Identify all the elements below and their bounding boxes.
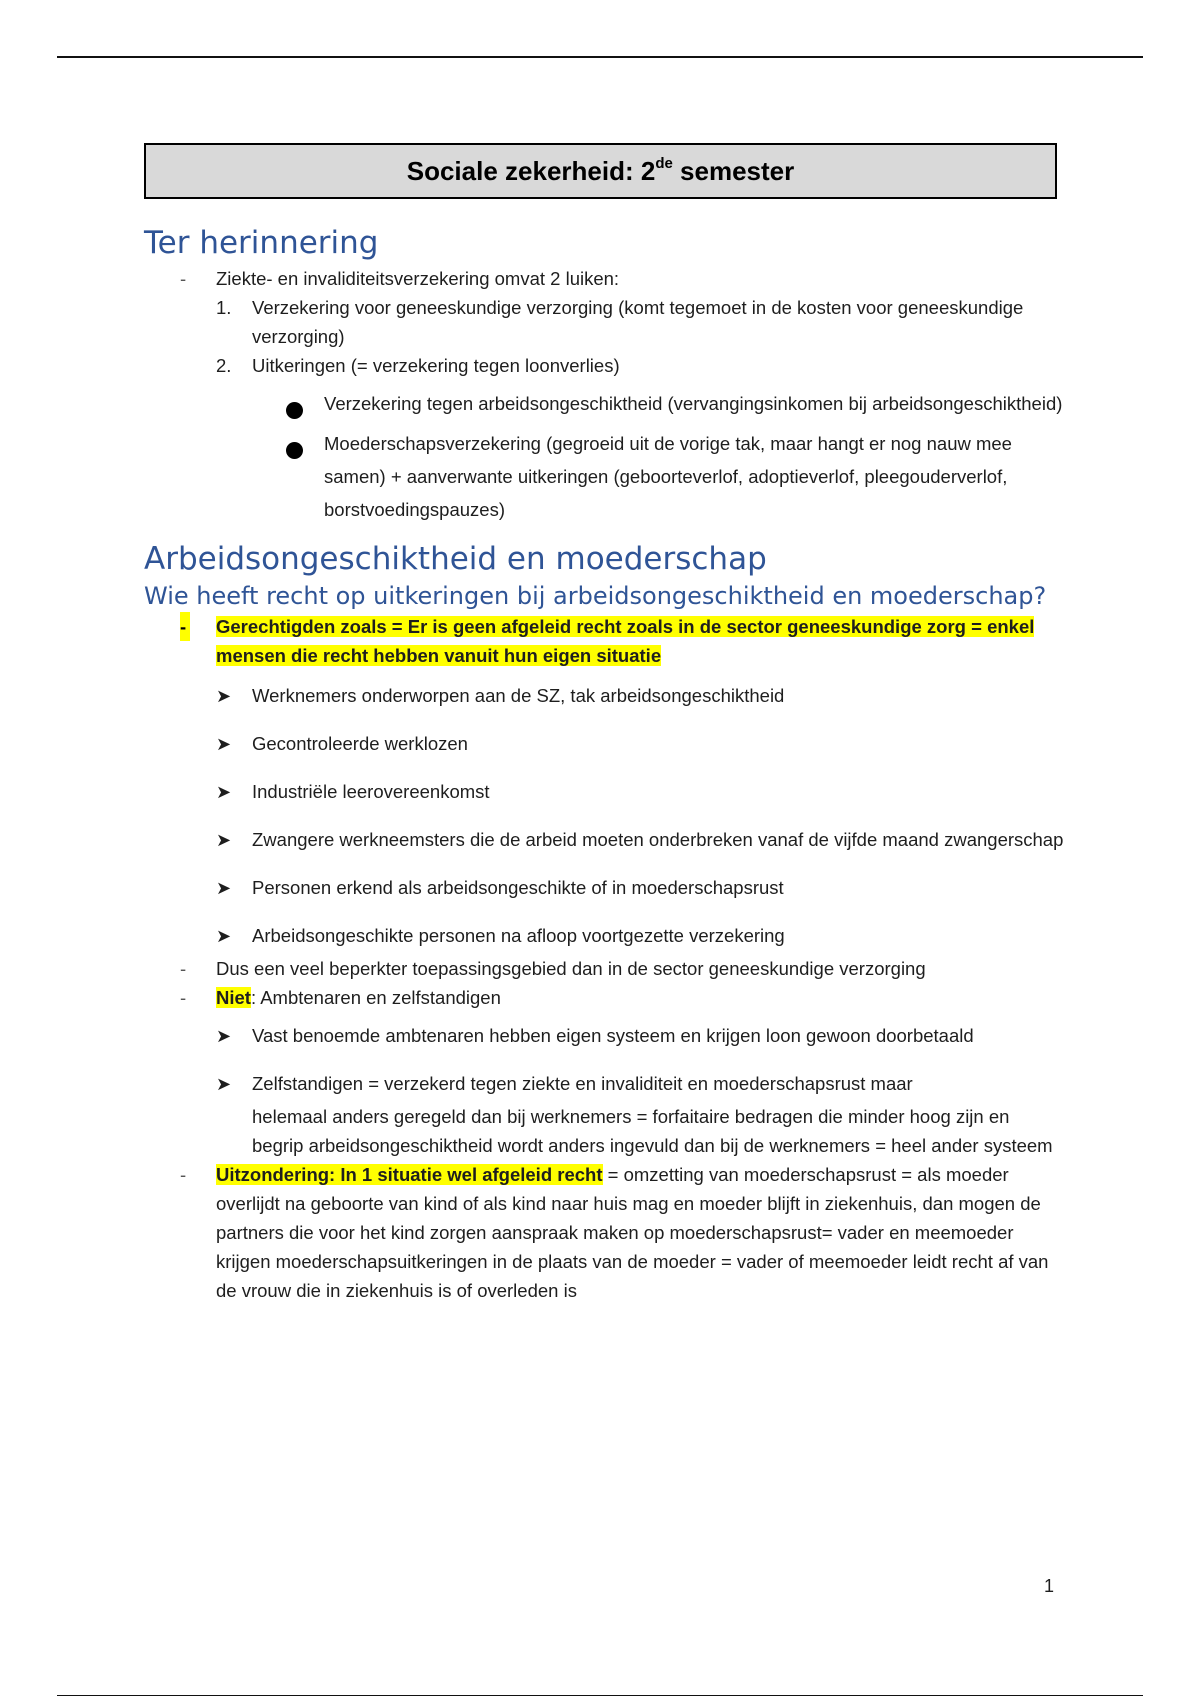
list-item: ➤ Werknemers onderworpen aan de SZ, tak arbeidsongeschiktheid <box>144 678 1064 714</box>
list-item: Verzekering tegen arbeidsongeschiktheid (vervangingsinkomen bij arbeidsongeschiktheid) <box>144 387 1064 420</box>
list-item: - Ziekte- en invaliditeitsverzekering omvat 2 luiken: <box>144 264 1064 293</box>
arrow-bullet-icon: ➤ <box>216 782 232 802</box>
list-item: ➤ Zwangere werkneemsters die de arbeid moeten onderbreken vanaf de vijfde maand zwangerschap <box>144 822 1064 858</box>
list-item: ➤ Personen erkend als arbeidsongeschikte of in moederschapsrust <box>144 870 1064 906</box>
page-number: 1 <box>1044 1576 1055 1596</box>
number-marker: 2. <box>216 355 232 376</box>
arrow-bullet-icon: ➤ <box>216 686 232 706</box>
arrow-list <box>144 1018 1064 1160</box>
footer-rule <box>57 1695 1143 1696</box>
bullet-dot-icon <box>286 442 303 459</box>
dash-marker: - <box>180 1164 187 1185</box>
list-item: ➤ Vast benoemde ambtenaren hebben eigen systeem en krijgen loon gewoon doorbetaald <box>144 1018 1064 1054</box>
list-item: - Niet: Ambtenaren en zelfstandigen <box>144 983 1064 1012</box>
list-item: 2. Uitkeringen (= verzekering tegen loonverlies) <box>144 351 1064 380</box>
dash-marker: - <box>180 612 190 641</box>
arrow-bullet-icon: ➤ <box>216 926 232 946</box>
arrow-bullet-icon: ➤ <box>216 830 232 850</box>
list-item: Moederschapsverzekering (gegroeid uit de vorige tak, maar hangt er nog nauw mee samen) + aanverwante uitkeringen (geboorteverlof, adoptieverlof, pleegouderverlof, borstvoedingspauzes) <box>144 427 1064 526</box>
list-item: ➤ Gecontroleerde werklozen <box>144 726 1064 762</box>
arrow-bullet-icon: ➤ <box>216 878 232 898</box>
list-item: - Uitzondering: In 1 situatie wel afgeleid recht = omzetting van moederschapsrust = als moeder overlijdt na geboorte van kind of als kind naar huis mag en moeder blijft in ziekenhuis, dan mogen de partners die voor het kind zorgen aanspraak maken op moederschapsrust= vader en meemoeder krijgen moederschapsuitkeringen in de plaats van de moeder = vader of meemoeder leidt recht af van de vrouw die in ziekenhuis is of overleden is <box>144 1160 1064 1305</box>
list-item: ➤ Zelfstandigen = verzekerd tegen ziekte en invaliditeit en moederschapsrust maar <box>144 1066 1064 1102</box>
heading-ter-herinnering: Ter herinnering <box>144 225 379 261</box>
list-item-continuation: helemaal anders geregeld dan bij werknemers = forfaitaire bedragen die minder hoog zijn en begrip arbeidsongeschiktheid wordt anders ingevuld dan bij de werknemers = heel ander systeem <box>252 1106 1053 1156</box>
list-item: 1. Verzekering voor geneeskundige verzorging (komt tegemoet in de kosten voor geneeskundige verzorging) <box>144 293 1064 351</box>
header-rule <box>57 56 1143 58</box>
document-title: Sociale zekerheid: 2de semester <box>144 143 1057 199</box>
list-item: ➤ Industriële leerovereenkomst <box>144 774 1064 810</box>
arrow-bullet-icon: ➤ <box>216 734 232 754</box>
arrow-bullet-icon: ➤ <box>216 1074 232 1094</box>
arrow-list <box>144 678 1064 954</box>
bullet-dot-icon <box>286 402 303 419</box>
dash-marker: - <box>180 987 187 1008</box>
dash-marker: - <box>180 958 187 979</box>
arrow-bullet-icon: ➤ <box>216 1026 232 1046</box>
dash-marker: - <box>180 268 187 289</box>
list-item: ➤ Arbeidsongeschikte personen na afloop voortgezette verzekering <box>144 918 1064 954</box>
list-item: - Gerechtigden zoals = Er is geen afgeleid recht zoals in de sector geneeskundige zorg = enkel mensen die recht hebben vanuit hun eigen situatie <box>144 612 1064 670</box>
heading-arbeidsongeschiktheid: Arbeidsongeschiktheid en moederschap <box>144 541 767 577</box>
subheading-wie-heeft-recht: Wie heeft recht op uitkeringen bij arbeidsongeschiktheid en moederschap? <box>144 582 1047 610</box>
list-item: - Dus een veel beperkter toepassingsgebied dan in de sector geneeskundige verzorging <box>144 954 1064 983</box>
number-marker: 1. <box>216 297 232 318</box>
document-body <box>144 222 1064 1305</box>
